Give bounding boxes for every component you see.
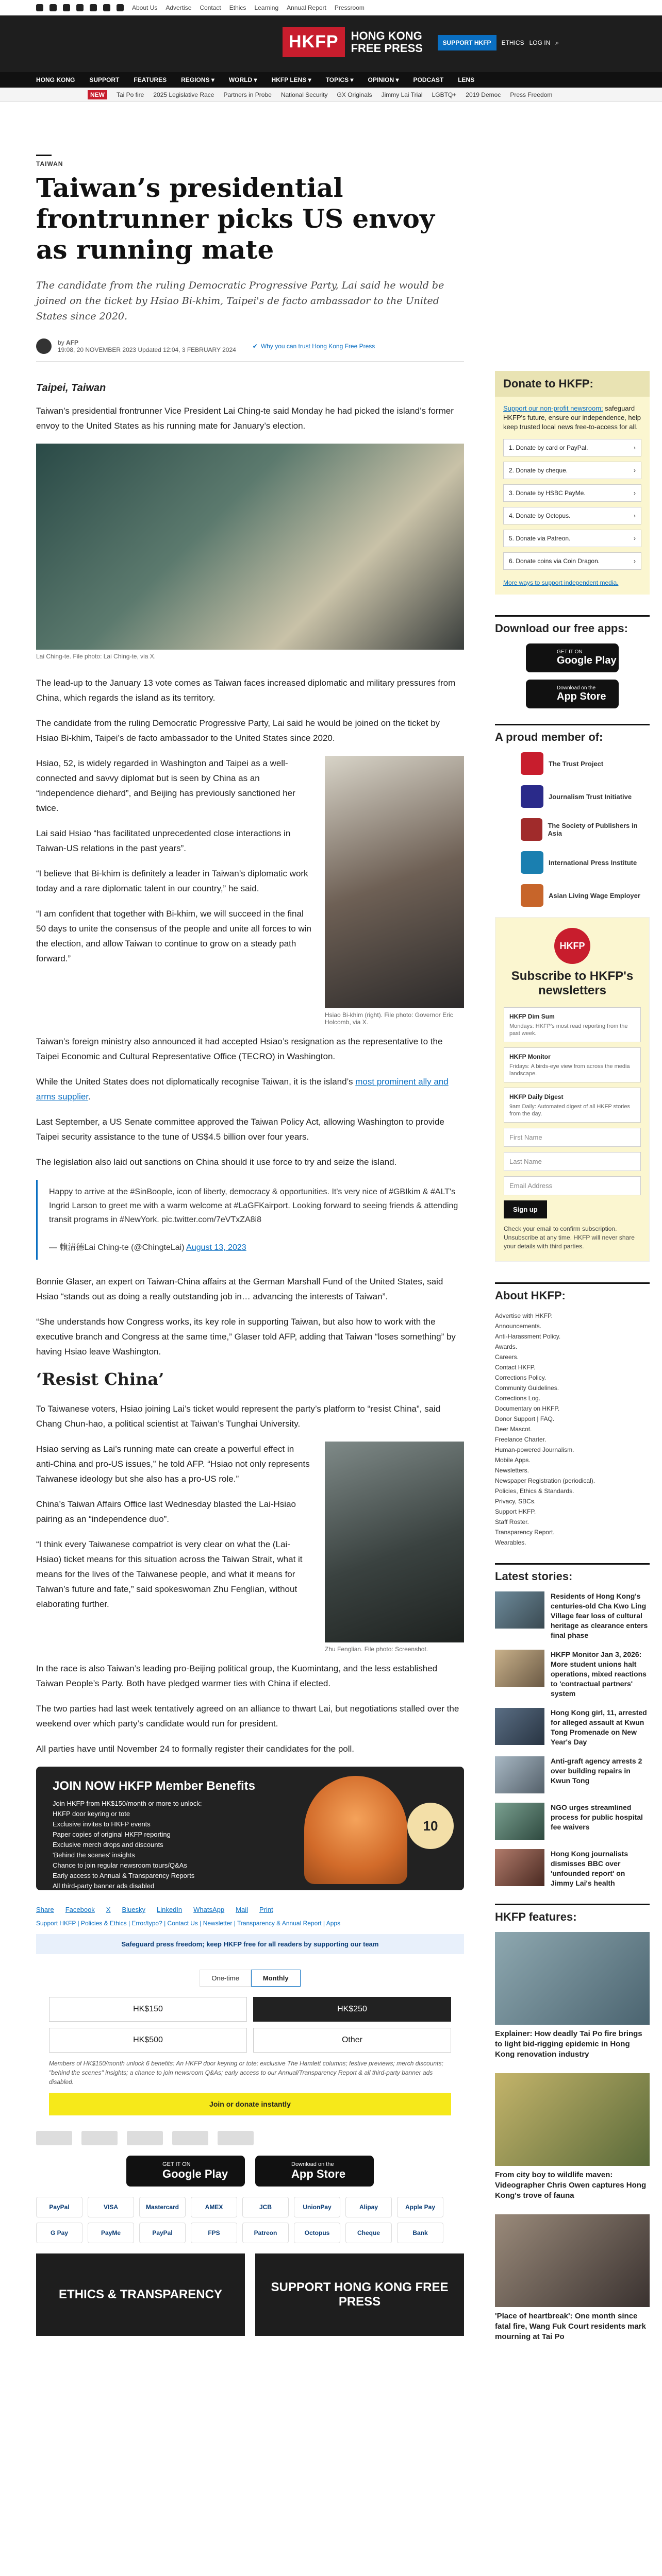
jti-logo (521, 785, 543, 808)
nav-regions[interactable]: REGIONS ▾ (181, 76, 214, 83)
share-bar (36, 1906, 464, 1913)
member-org-name: Journalism Trust Initiative (549, 792, 632, 801)
latest-story[interactable] (495, 1591, 650, 1640)
about-link[interactable]: Corrections Policy. (495, 1374, 547, 1381)
apps-heading: Download our free apps: (495, 615, 650, 635)
dateline: Taipei, Taiwan (36, 382, 106, 394)
member-org[interactable] (521, 752, 650, 775)
tweet-text: Happy to arrive at the #SinBoople, icon of liberty, democracy & opportunities. It's very nice of #GBIkim & #ALT's Ingrid Larson to greet me with a warm welcome at #LaGFKairport. Looking forward to seeing friends & attending transit programs in #NewYork. pic.twitter.com/7eVTxZA8i8 (49, 1188, 458, 1224)
donate-option[interactable] (503, 552, 641, 570)
store-top: GET IT ON (557, 649, 583, 655)
article (36, 155, 464, 2336)
byline-by: by (58, 339, 64, 346)
promo-line: Paper copies of original HKFP reporting (53, 1831, 171, 1838)
members-note: Members of HK$150/month unlock 6 benefits: An HKFP door keyring or tote; exclusive The Hamlett columns; festive previews; merch discounts; "behind the scenes" insights; a chance to join newsroom Q&As; early access to our Annual/Transparency Report & all third-party banner ads disabled. (49, 2060, 443, 2086)
store-main: App Store (291, 2167, 346, 2180)
donate-intro (495, 404, 650, 432)
partner-logo[interactable] (172, 2131, 208, 2145)
feature-image (495, 2073, 650, 2166)
author-avatar (36, 338, 52, 354)
payment-logo[interactable]: UnionPay (294, 2197, 340, 2217)
donate-intro-text: safeguard HKFP's future, ensure our independence, help keep trusted local news free-to-access for all. (503, 404, 641, 431)
promo-line: Exclusive invites to HKFP events (53, 1820, 151, 1828)
payment-logo[interactable]: AMEX (191, 2197, 237, 2217)
share-linkedin[interactable]: LinkedIn (157, 1906, 183, 1913)
about-link[interactable]: Staff Roster. (495, 1518, 529, 1526)
promo-line: 'Behind the scenes' insights (53, 1851, 135, 1859)
paragraph: Last September, a US Senate committee approved the Taiwan Policy Act, allowing Washington to provide Taipei security assistance to the tune of US$4.5 billion over four years. (36, 1117, 444, 1142)
top-links (132, 4, 365, 11)
store-top: GET IT ON (162, 2161, 191, 2167)
author-name[interactable]: AFP (66, 339, 79, 346)
paragraph: “I believe that Bi-khim is definitely a leader in Taiwan’s diplomatic work today and a rare diplomatic talent in our country,” he said. (36, 869, 308, 893)
photo-caption: Hsiao Bi-khim (right). File photo: Governor Eric Holcomb, via X. (325, 1011, 453, 1026)
nav-opinion[interactable]: OPINION ▾ (368, 76, 399, 83)
trending-item[interactable]: Jimmy Lai Trial (381, 91, 423, 98)
latest-story[interactable] (495, 1849, 650, 1888)
logo-text (351, 30, 423, 55)
paragraph: Lai said Hsiao “has facilitated unprecedented close interactions in Taiwan-US relations in the past years”. (36, 828, 291, 853)
monthly-tab[interactable]: Monthly (251, 1970, 301, 1987)
trust-icon: ✔ (252, 343, 258, 350)
share-mail[interactable]: Mail (236, 1906, 248, 1913)
newsletter-name: HKFP Daily Digest (509, 1093, 564, 1100)
paragraph: The candidate from the ruling Democratic Progressive Party, Lai said he would be joined on the ticket by Hsiao Bi-khim, Taipei’s de facto ambassador to the United States since 2020. (36, 718, 440, 743)
nav-topics[interactable]: TOPICS ▾ (325, 76, 354, 83)
donate-option-label: 5. Donate via Patreon. (509, 535, 571, 542)
tweet-author: — 賴清德Lai Ching-te (@ChingteLai) (49, 1243, 187, 1252)
donate-intro-link[interactable]: Support our non-profit newsroom: (503, 404, 603, 412)
newsletter-option[interactable] (504, 1007, 641, 1042)
amount-option[interactable]: HK$150 (49, 1997, 247, 2022)
donate-option[interactable] (503, 530, 641, 547)
rss-icon[interactable] (117, 4, 124, 11)
member-org[interactable] (521, 785, 650, 808)
trending-item[interactable]: Partners in Probe (223, 91, 272, 98)
share-print[interactable]: Print (259, 1906, 273, 1913)
amount-option-other[interactable]: Other (253, 2028, 451, 2053)
trust-project-logo (521, 752, 543, 775)
nav-hong-kong[interactable]: HONG KONG (36, 76, 75, 83)
support-banner[interactable]: SUPPORT HONG KONG FREE PRESS (255, 2253, 464, 2336)
story-thumbnail (495, 1650, 544, 1687)
donate-option-label: 4. Donate by Octopus. (509, 512, 571, 519)
story-title: Residents of Hong Kong's centuries-old Cha Kwo Ling Village fear loss of cultural heritage as clearance enters final phase (551, 1592, 648, 1639)
share-bluesky[interactable]: Bluesky (122, 1906, 145, 1913)
paragraph: Hsiao, 52, is widely regarded in Washington and Taipei as a well-connected and savvy diplomat but is seen by China as an “independence diehard”, and Beijing has previously sanctioned her twice. (36, 758, 295, 813)
ethics-banner[interactable]: ETHICS & TRANSPARENCY (36, 2253, 245, 2336)
support-hkfp-button[interactable]: SUPPORT HKFP (438, 35, 496, 50)
donate-option[interactable] (503, 507, 641, 524)
story-thumbnail (495, 1849, 544, 1886)
paragraph-text: While the United States does not diplomatically recognise Taiwan, it is the island’s (36, 1077, 356, 1087)
store-top: Download on the (291, 2161, 334, 2167)
donate-widget (495, 371, 650, 595)
about-link[interactable]: Human-powered Journalism. (495, 1446, 574, 1453)
paragraph: Taiwan’s presidential frontrunner Vice President Lai Ching-te said Monday he had picked the island’s former envoy to the United States as his running mate for January’s election. (36, 406, 454, 431)
payment-logo[interactable]: Alipay (345, 2197, 392, 2217)
newsletter-name: HKFP Dim Sum (509, 1013, 555, 1020)
about-link[interactable]: Corrections Log. (495, 1395, 541, 1402)
payment-logo[interactable]: G Pay (36, 2223, 82, 2243)
paragraph: The two parties had last week tentatively agreed on an alliance to thwart Lai, but negotiations stalled over the weekend over which party’s candidate would run for president. (36, 1704, 459, 1728)
payment-logo[interactable]: Mastercard (139, 2197, 186, 2217)
ipi-logo (521, 851, 543, 874)
payment-logo[interactable]: Bank (397, 2223, 443, 2243)
trending-item[interactable]: 2025 Legislative Race (153, 91, 214, 98)
paragraph: The legislation also laid out sanctions on China should it use force to try and seize the island. (36, 1157, 397, 1167)
paragraph: China’s Taiwan Affairs Office last Wednesday blasted the Lai-Hsiao pairing as an “independence duo”. (36, 1499, 296, 1524)
latest-story[interactable] (495, 1803, 650, 1840)
latest-story[interactable] (495, 1756, 650, 1793)
about-heading: About HKFP: (495, 1282, 650, 1302)
tweet-date-link[interactable]: August 13, 2023 (186, 1243, 246, 1252)
about-link[interactable]: Careers. (495, 1353, 519, 1361)
about-link[interactable]: Newspaper Registration (periodical). (495, 1477, 595, 1484)
about-link[interactable]: Privacy, SBCs. (495, 1498, 536, 1505)
trending-item[interactable]: Press Freedom (510, 91, 553, 98)
nav-lens[interactable]: LENS (458, 76, 475, 83)
paragraph: Bonnie Glaser, an expert on Taiwan-China affairs at the German Marshall Fund of the United States, said Hsiao “stands out as doing a really outstanding job in… advancing the interests of Taiwan”. (36, 1277, 443, 1301)
inline-photo (325, 1442, 464, 1642)
safeguard-banner[interactable]: Safeguard press freedom; keep HKFP free for all readers by supporting our team (36, 1934, 464, 1954)
support-links-row[interactable]: Support HKFP | Policies & Ethics | Error/typo? | Contact Us | Newsletter | Transparency & Annual Report | Apps (36, 1920, 341, 1927)
published-date: 19:08, 20 NOVEMBER 2023 (58, 346, 137, 353)
youtube-icon[interactable] (76, 4, 84, 11)
newsletter-note: Check your email to confirm subscription. Unsubscribe at any time. HKFP will never share your details with third parties. (504, 1225, 635, 1250)
newsletter-desc: 9am Daily: Automated digest of all HKFP stories from the day. (509, 1104, 630, 1117)
top-link-contact[interactable]: Contact (200, 4, 221, 11)
partner-logo[interactable] (36, 2131, 72, 2145)
partner-logo[interactable] (218, 2131, 254, 2145)
newsletter-option[interactable] (504, 1047, 641, 1082)
about-link[interactable]: Awards. (495, 1343, 518, 1350)
one-time-tab[interactable]: One-time (200, 1970, 251, 1987)
donate-option-label: 3. Donate by HSBC PayMe. (509, 489, 586, 497)
instagram-icon[interactable] (63, 4, 70, 11)
amount-option-selected[interactable]: HK$250 (253, 1997, 451, 2022)
nav-world[interactable]: WORLD ▾ (228, 76, 257, 83)
section-heading: ‘Resist China’ (36, 1369, 164, 1389)
logo-mark: HKFP (283, 27, 345, 57)
member-org[interactable] (521, 884, 650, 907)
about-link[interactable]: Support HKFP. (495, 1508, 536, 1515)
sidebar-google-play-button[interactable] (526, 643, 619, 672)
donate-option[interactable] (503, 439, 641, 456)
feature-story[interactable] (495, 1932, 650, 2060)
share-label: Share (36, 1906, 54, 1913)
partner-logo[interactable] (81, 2131, 118, 2145)
donation-frequency-toggle (36, 1970, 464, 1987)
email-field[interactable]: Email Address (504, 1176, 641, 1195)
x-icon[interactable] (49, 4, 57, 11)
about-link[interactable]: Advertise with HKFP. (495, 1312, 553, 1319)
payment-logo[interactable]: PayMe (88, 2223, 134, 2243)
donate-option-label: 2. Donate by cheque. (509, 467, 568, 474)
paragraph: To Taiwanese voters, Hsiao joining Lai’s ticket would represent the party’s platform to “resist China”, said Chang Chun-hao, a political scientist at Taiwan’s Tunghai University. (36, 1404, 441, 1429)
new-badge: NEW (88, 90, 107, 99)
newsletter-widget (495, 917, 650, 1262)
trending-item[interactable]: 2019 Democ (466, 91, 501, 98)
ethics-link[interactable]: ETHICS (501, 39, 524, 46)
social-icons (36, 4, 124, 11)
member-org-name: International Press Institute (549, 858, 637, 867)
top-link-advertise[interactable]: Advertise (166, 4, 192, 11)
about-link[interactable]: Contact HKFP. (495, 1364, 536, 1371)
living-wage-logo (521, 884, 543, 907)
story-thumbnail (495, 1756, 544, 1793)
trending-item[interactable]: Tai Po fire (117, 91, 144, 98)
top-link-ethics[interactable]: Ethics (229, 4, 246, 11)
nav-podcast[interactable]: PODCAST (413, 76, 444, 83)
app-store-button[interactable] (255, 2156, 374, 2187)
category-kicker[interactable]: TAIWAN (36, 160, 63, 167)
payment-logo[interactable]: FPS (191, 2223, 237, 2243)
main-nav (0, 72, 662, 88)
feature-image (495, 2214, 650, 2307)
nav-features[interactable]: FEATURES (134, 76, 167, 83)
member-org-name: The Society of Publishers in Asia (548, 822, 638, 837)
google-play-button[interactable] (126, 2156, 245, 2187)
top-link-about[interactable]: About Us (132, 4, 158, 11)
payment-logo[interactable]: PayPal (36, 2197, 82, 2217)
member-org-name: Asian Living Wage Employer (549, 891, 640, 900)
join-donate-button[interactable]: Join or donate instantly (49, 2093, 451, 2115)
donate-title: Donate to HKFP: (495, 371, 650, 397)
promo-line: All third-party banner ads disabled (53, 1882, 155, 1890)
partner-logos (36, 2131, 464, 2145)
paragraph: Hsiao serving as Lai’s running mate can create a powerful effect in anti-China and pro-US issues,” he told AFP. “Hsiao not only represents Taiwanese ideology but she also has a pro-US role.” (36, 1444, 310, 1484)
paragraph (36, 1074, 464, 1104)
why-trust-label: Why you can trust Hong Kong Free Press (260, 343, 375, 350)
newsletter-logo: HKFP (554, 928, 590, 964)
site-logo[interactable] (283, 27, 423, 57)
about-link[interactable]: Mobile Apps. (495, 1456, 531, 1464)
trending-item[interactable]: LGBTQ+ (432, 91, 457, 98)
promo-line: Exclusive merch drops and discounts (53, 1841, 163, 1849)
newsletter-desc: Fridays: A birds-eye view from across the media landscape. (509, 1063, 630, 1077)
top-link-learning[interactable]: Learning (254, 4, 279, 11)
promo-line: Chance to join regular newsroom tours/Q&As (53, 1861, 187, 1869)
sopa-logo (521, 818, 542, 841)
about-link[interactable]: Newsletters. (495, 1467, 529, 1474)
more-ways-link[interactable]: More ways to support independent media. (503, 579, 619, 586)
story-title: Hong Kong journalists dismisses BBC over 'unfounded report' on Jimmy Lai's health (551, 1850, 628, 1887)
chevron-right-icon: › (634, 444, 636, 451)
inline-figure (325, 1442, 464, 1653)
anniversary-badge: 10 (407, 1803, 454, 1849)
paragraph: “She understands how Congress works, its key role in supporting Taiwan, but also how to work with the executive branch and Congress at the same time,” Glaser told AFP, adding that Taiwan “loses something” by having Hsiao leave Washington. (36, 1317, 456, 1357)
trending-item[interactable]: GX Originals (337, 91, 372, 98)
inline-figure (325, 756, 464, 1026)
site-header (0, 15, 662, 72)
member-org[interactable] (521, 851, 650, 874)
app-store-buttons (36, 2156, 464, 2187)
newsletter-option[interactable] (504, 1088, 641, 1123)
share-facebook[interactable]: Facebook (65, 1906, 95, 1913)
about-link[interactable]: Transparency Report. (495, 1529, 555, 1536)
store-top: Download on the (557, 685, 596, 691)
paragraph: Taiwan’s foreign ministry also announced it had accepted Hsiao’s resignation as the representative to the Taipei Economic and Cultural Representative Office (TECRO) in Washington. (36, 1037, 443, 1061)
logo-line-2: FREE PRESS (351, 41, 423, 55)
story-title: HKFP Monitor Jan 3, 2026: More student unions halt operations, mixed reactions to 'contractual partners' system (551, 1650, 647, 1698)
nav-hkfp-lens[interactable]: HKFP LENS ▾ (271, 76, 311, 83)
paragraph-text: . (88, 1092, 91, 1101)
store-main: Google Play (557, 655, 617, 666)
about-link[interactable]: Donor Support | FAQ. (495, 1415, 555, 1422)
utility-bar (0, 0, 662, 15)
header-actions (438, 35, 559, 50)
nav-support[interactable]: SUPPORT (89, 76, 120, 83)
donate-option[interactable] (503, 484, 641, 502)
paragraph: “I am confident that together with Bi-khim, we will succeed in the final 50 days to unite the consensus of the people and unite all forces to win the election, and allow Taiwan to continue to grow on a steady path forward.” (36, 909, 311, 963)
story-thumbnail (495, 1708, 544, 1745)
trending-item[interactable]: National Security (280, 91, 328, 98)
partner-logo[interactable] (127, 2131, 163, 2145)
about-link[interactable]: Community Guidelines. (495, 1384, 559, 1392)
donate-option-label: 1. Donate by card or PayPal. (509, 444, 588, 451)
payment-logo[interactable]: PayPal (139, 2223, 186, 2243)
updated-date: Updated 12:04, 3 FEBRUARY 2024 (138, 346, 236, 353)
chevron-right-icon: › (634, 512, 636, 519)
inline-link[interactable]: most prominent ally and arms supplier (36, 1077, 449, 1101)
payment-logo[interactable]: JCB (242, 2197, 289, 2217)
why-trust-link[interactable] (253, 343, 375, 350)
about-list (495, 1311, 650, 1548)
photo-caption: Zhu Fenglian. File photo: Screenshot. (325, 1646, 428, 1653)
share-whatsapp[interactable]: WhatsApp (193, 1906, 225, 1913)
inline-photo (325, 756, 464, 1008)
deer-mascot-image (304, 1776, 407, 1884)
paragraph: The lead-up to the January 13 vote comes as Taiwan faces increased diplomatic and military pressures from China, which regards the island as its territory. (36, 678, 456, 703)
donate-option-label: 6. Donate coins via Coin Dragon. (509, 557, 600, 565)
sign-up-button[interactable]: Sign up (504, 1200, 547, 1218)
payment-logo[interactable]: Apple Pay (397, 2197, 443, 2217)
member-benefits-banner[interactable] (36, 1767, 464, 1890)
latest-story[interactable] (495, 1650, 650, 1699)
payment-logo[interactable]: VISA (88, 2197, 134, 2217)
login-link[interactable]: LOG IN (529, 39, 551, 46)
about-link[interactable]: Policies, Ethics & Standards. (495, 1487, 574, 1495)
feature-story[interactable] (495, 2073, 650, 2201)
payment-logo[interactable]: Octopus (294, 2223, 340, 2243)
logo-line-1: HONG KONG (351, 29, 422, 42)
newsletter-name: HKFP Monitor (509, 1053, 551, 1060)
amount-option[interactable]: HK$500 (49, 2028, 247, 2053)
newsletter-desc: Mondays: HKFP's most read reporting from the past week. (509, 1023, 628, 1037)
chevron-right-icon: › (634, 467, 636, 474)
bluesky-icon[interactable] (90, 4, 97, 11)
feature-title: Explainer: How deadly Tai Po fire brings to light bid-rigging epidemic in Hong Kong renovation industry (495, 2029, 642, 2059)
last-name-field[interactable]: Last Name (504, 1152, 641, 1171)
feature-story[interactable] (495, 2214, 650, 2342)
lead-photo (36, 444, 464, 650)
feature-title: From city boy to wildlife maven: Videographer Chris Owen captures Hong Kong's trove of fauna (495, 2171, 647, 2200)
paragraph: All parties have until November 24 to formally register their candidates for the poll. (36, 1744, 355, 1754)
donation-amounts (49, 1997, 451, 2053)
paragraph: “I think every Taiwanese compatriot is very clear on what the (Lai-Hsiao) ticket means for this situation across the Taiwan Strait, what it means for the lives of the Taiwanese people, and what it means for Taiwan’s future and fate,” said spokeswoman Zhu Fenglian, without elaborating further. (36, 1539, 303, 1609)
photo-caption: Lai Ching-te. File photo: Lai Ching-te, via X. (36, 653, 156, 660)
promo-line: HKFP door keyring or tote (53, 1810, 130, 1818)
latest-story[interactable] (495, 1708, 650, 1747)
paragraph: In the race is also Taiwan’s leading pro-Beijing political group, the Kuomintang, and the less established Taiwan People’s Party. Both have pledged warmer ties with China if elected. (36, 1664, 438, 1688)
search-icon[interactable]: ⌕ (555, 39, 559, 46)
store-main: App Store (557, 691, 606, 702)
about-link[interactable]: Deer Mascot. (495, 1426, 532, 1433)
top-link-pressroom[interactable]: Pressroom (334, 4, 365, 11)
top-link-annual-report[interactable]: Annual Report (287, 4, 326, 11)
story-title: Anti-graft agency arrests 2 over building repairs in Kwun Tong (551, 1757, 642, 1785)
latest-heading: Latest stories: (495, 1563, 650, 1583)
member-org[interactable] (521, 818, 650, 841)
footer-banners (36, 2253, 464, 2336)
store-main: Google Play (162, 2167, 228, 2180)
chevron-right-icon: › (634, 489, 636, 497)
facebook-icon[interactable] (36, 4, 43, 11)
payment-logo[interactable]: Patreon (242, 2223, 289, 2243)
trending-nav (0, 88, 662, 102)
payment-methods (36, 2197, 464, 2243)
first-name-field[interactable]: First Name (504, 1128, 641, 1147)
story-thumbnail (495, 1591, 544, 1629)
story-title: NGO urges streamlined process for public hospital fee waivers (551, 1803, 643, 1831)
story-thumbnail (495, 1803, 544, 1840)
promo-line: Join HKFP from HK$150/month or more to unlock: (53, 1800, 202, 1807)
chevron-right-icon: › (634, 557, 636, 565)
about-link[interactable]: Documentary on HKFP. (495, 1405, 560, 1412)
feature-title: 'Place of heartbreak': One month since fatal fire, Wang Fuk Court residents mark mourning at Tai Po (495, 2312, 646, 2341)
byline (36, 338, 464, 362)
about-link[interactable]: Anti-Harassment Policy. (495, 1333, 561, 1340)
article-title: Taiwan’s presidential frontrunner picks US envoy as running mate (36, 173, 435, 265)
share-x[interactable]: X (106, 1906, 111, 1913)
linkedin-icon[interactable] (103, 4, 110, 11)
byline-text (58, 339, 236, 353)
article-standfirst: The candidate from the ruling Democratic Progressive Party, Lai said he would be joined on the ticket by Hsiao Bi-khim, Taipei's de facto ambassador to the United States since 2020. (36, 280, 444, 322)
newsletter-title: Subscribe to HKFP's newsletters (511, 969, 634, 997)
member-heading: A proud member of: (495, 724, 650, 744)
about-link[interactable]: Wearables. (495, 1539, 526, 1546)
features-heading: HKFP features: (495, 1904, 650, 1924)
sidebar (495, 371, 650, 2355)
donate-option[interactable] (503, 462, 641, 479)
feature-image (495, 1932, 650, 2025)
about-link[interactable]: Announcements. (495, 1323, 542, 1330)
chevron-right-icon: › (634, 535, 636, 542)
promo-heading: JOIN NOW HKFP Member Benefits (53, 1779, 255, 1793)
embedded-tweet (36, 1180, 464, 1260)
promo-line: Early access to Annual & Transparency Reports (53, 1872, 195, 1879)
kicker-rule (36, 155, 52, 156)
sidebar-app-store-button[interactable] (526, 680, 619, 708)
payment-logo[interactable]: Cheque (345, 2223, 392, 2243)
story-title: Hong Kong girl, 11, arrested for alleged assault at Kwun Tong Promenade on New Year's Day (551, 1708, 647, 1746)
member-org-name: The Trust Project (549, 759, 604, 768)
about-link[interactable]: Freelance Charter. (495, 1436, 547, 1443)
